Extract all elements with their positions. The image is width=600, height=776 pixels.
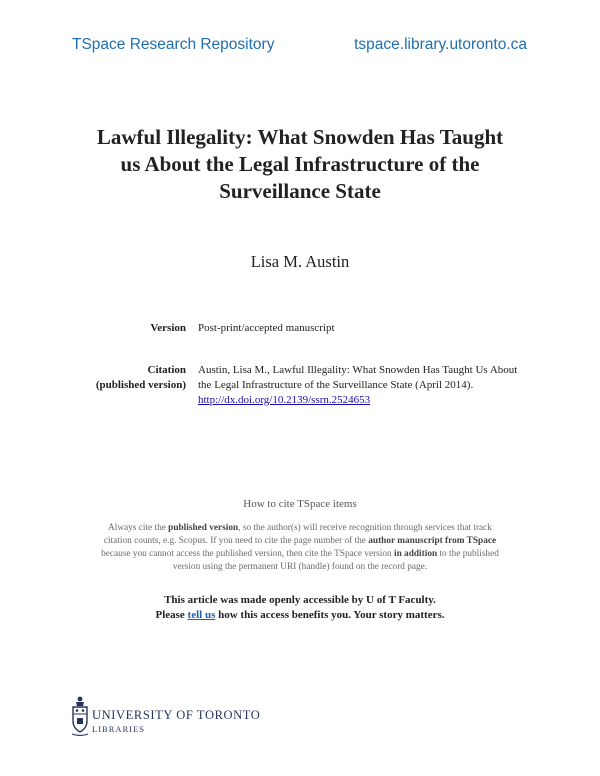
open-access-line-2 <box>0 608 600 623</box>
howto-text: , so the author(s) will receive recognition through services that track <box>238 523 492 533</box>
howto-line-1 <box>70 522 530 535</box>
citation-line-2: the Legal Infrastructure of the Surveillance State (April 2014). <box>198 379 474 391</box>
howto-text: Always cite the <box>108 523 169 533</box>
logo-libraries-text: LIBRARIES <box>92 724 145 734</box>
doi-link[interactable]: http://dx.doi.org/10.2139/ssrn.2524653 <box>198 394 371 406</box>
open-access-text: Please <box>155 609 188 621</box>
citation-value <box>198 363 538 408</box>
howto-title: How to cite TSpace items <box>243 498 357 510</box>
open-access-notice <box>0 593 600 623</box>
howto-emphasis: author manuscript from TSpace <box>368 536 497 546</box>
open-access-text: how this access benefits you. Your story matters. <box>215 609 445 621</box>
uoft-libraries-logo <box>70 694 270 744</box>
repository-name: TSpace Research Repository <box>72 36 275 53</box>
howto-line-3 <box>70 548 530 561</box>
citation-label-line-2: (published version) <box>95 379 186 391</box>
author-name: Lisa M. Austin <box>250 252 350 271</box>
version-value: Post-print/accepted manuscript <box>198 322 335 334</box>
title-line-2: us About the Legal Infrastructure of the <box>120 152 480 176</box>
howto-body <box>70 522 530 574</box>
citation-line-1: Austin, Lisa M., Lawful Illegality: What Snowden Has Taught Us About <box>198 364 518 376</box>
repository-url[interactable]: tspace.library.utoronto.ca <box>354 36 527 53</box>
citation-label-line-1: Citation <box>147 364 186 376</box>
logo-university-text: UNIVERSITY OF TORONTO <box>92 708 261 722</box>
citation-label <box>0 363 186 393</box>
howto-text: to the published <box>437 549 499 559</box>
tell-us-link[interactable]: tell us <box>187 609 216 621</box>
howto-text: because you cannot access the published version, then cite the TSpace version <box>101 549 394 559</box>
crest-icon <box>70 694 90 738</box>
howto-emphasis: published version <box>168 523 239 533</box>
howto-line-4: version using the permanent URI (handle) found on the record page. <box>172 562 428 572</box>
howto-emphasis: in addition <box>393 549 438 559</box>
open-access-line-1: This article was made openly accessible by U of T Faculty. <box>164 594 436 606</box>
title-line-3: Surveillance State <box>219 179 381 203</box>
version-label: Version <box>150 322 186 334</box>
howto-line-2 <box>70 535 530 548</box>
title-line-1: Lawful Illegality: What Snowden Has Taught <box>96 125 504 149</box>
paper-title <box>60 124 540 205</box>
howto-text: citation counts, e.g. Scopus. If you need to cite the page number of the <box>103 536 369 546</box>
